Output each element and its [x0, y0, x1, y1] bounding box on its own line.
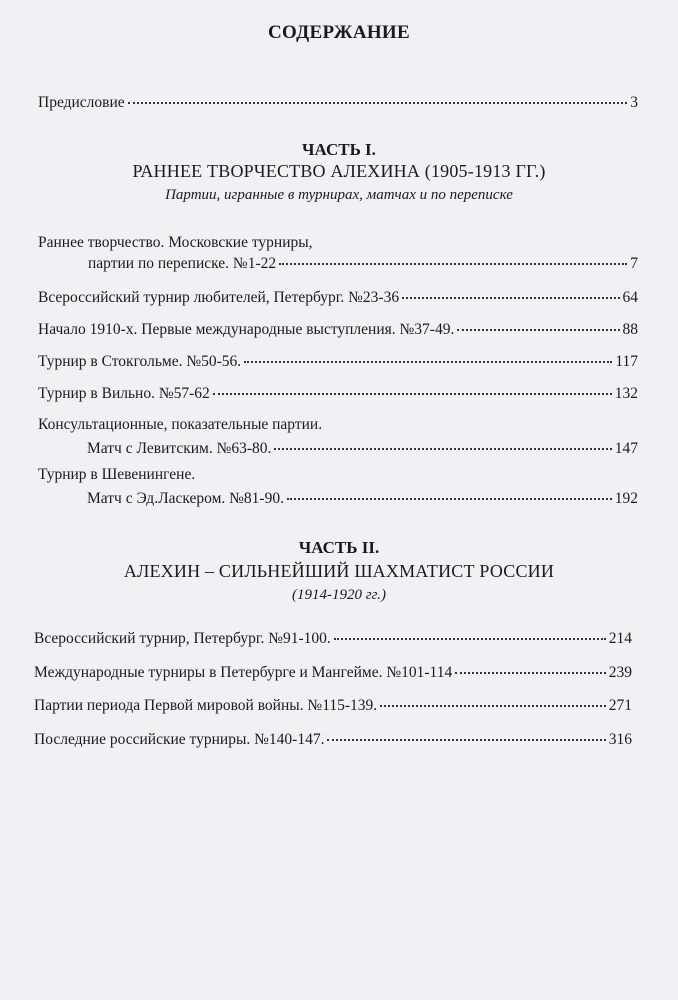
toc-entry[interactable]	[38, 321, 638, 339]
toc-page-number: 192	[614, 490, 638, 507]
toc-page-number: 117	[615, 353, 638, 370]
part-1-title: РАННЕЕ ТВОРЧЕСТВО АЛЕХИНА (1905-1913 ГГ.)	[132, 161, 546, 181]
leader-dots	[128, 102, 628, 104]
leader-dots	[213, 393, 612, 395]
toc-page-number: 316	[608, 731, 632, 748]
toc-page-number: 147	[614, 440, 638, 457]
part-1-number: ЧАСТЬ I.	[302, 140, 376, 159]
toc-page-number: 64	[622, 289, 638, 306]
toc-entry[interactable]	[38, 466, 638, 508]
toc-page-number: 239	[608, 664, 632, 681]
part-2-number: ЧАСТЬ II.	[298, 538, 380, 557]
page-title: СОДЕРЖАНИЕ	[268, 22, 410, 43]
leader-dots	[287, 498, 612, 500]
toc-entry-label: Предисловие	[38, 94, 125, 111]
toc-entry-label: Раннее творчество. Московские турниры,	[38, 234, 313, 251]
toc-entry-label: Последние российские турниры. №140-147.	[34, 731, 325, 748]
leader-dots	[457, 329, 619, 331]
toc-page-number: 88	[622, 321, 638, 338]
toc-entry[interactable]	[38, 385, 638, 403]
toc-entry-label: Всероссийский турнир любителей, Петербург. №23-36	[38, 289, 400, 306]
toc-entry-label: Турнир в Стокгольме. №50-56.	[38, 353, 242, 370]
toc-page-number: 214	[608, 630, 632, 647]
toc-entry-label: Турнир в Вильно. №57-62	[38, 385, 210, 402]
toc-entry-preface[interactable]	[38, 94, 638, 112]
toc-entry-label: Турнир в Шевенингене.	[38, 466, 196, 483]
part-1-subtitle: Партии, игранные в турнирах, матчах и по переписке	[165, 187, 513, 203]
toc-entry[interactable]	[34, 731, 632, 749]
toc-page-number: 3	[630, 94, 638, 111]
toc-page-number: 132	[614, 385, 638, 402]
leader-dots	[279, 263, 627, 265]
toc-entry[interactable]	[38, 416, 638, 458]
part-2-subtitle: (1914-1920 гг.)	[292, 587, 386, 603]
toc-entry-label-cont: Матч с Левитским. №63-80.	[87, 440, 272, 457]
toc-entry[interactable]	[38, 289, 638, 307]
toc-entry[interactable]	[34, 630, 632, 648]
toc-page-number: 7	[630, 255, 638, 272]
toc-entry-label: Консультационные, показательные партии.	[38, 416, 323, 433]
toc-entry[interactable]	[38, 353, 638, 371]
leader-dots	[334, 638, 606, 640]
toc-entry-label: Начало 1910-х. Первые международные выступления. №37-49.	[38, 321, 455, 338]
leader-dots	[327, 739, 605, 741]
leader-dots	[244, 361, 612, 363]
toc-entry[interactable]	[34, 664, 632, 682]
toc-entry-label: Международные турниры в Петербурге и Мангейме. №101-114	[34, 664, 453, 681]
leader-dots	[402, 297, 619, 299]
part-2-title: АЛЕХИН – СИЛЬНЕЙШИЙ ШАХМАТИСТ РОССИИ	[123, 561, 555, 581]
toc-page-number: 271	[608, 697, 632, 714]
leader-dots	[274, 448, 611, 450]
toc-entry[interactable]	[34, 697, 632, 715]
leader-dots	[380, 705, 606, 707]
toc-entry-label: Партии периода Первой мировой войны. №115-139.	[34, 697, 378, 714]
toc-entry-label: Всероссийский турнир, Петербург. №91-100.	[34, 630, 331, 647]
toc-entry[interactable]	[38, 234, 638, 273]
toc-entry-label-cont: Матч с Эд.Ласкером. №81-90.	[87, 490, 284, 507]
leader-dots	[455, 672, 606, 674]
toc-entry-label-cont: партии по переписке. №1-22	[88, 255, 277, 272]
